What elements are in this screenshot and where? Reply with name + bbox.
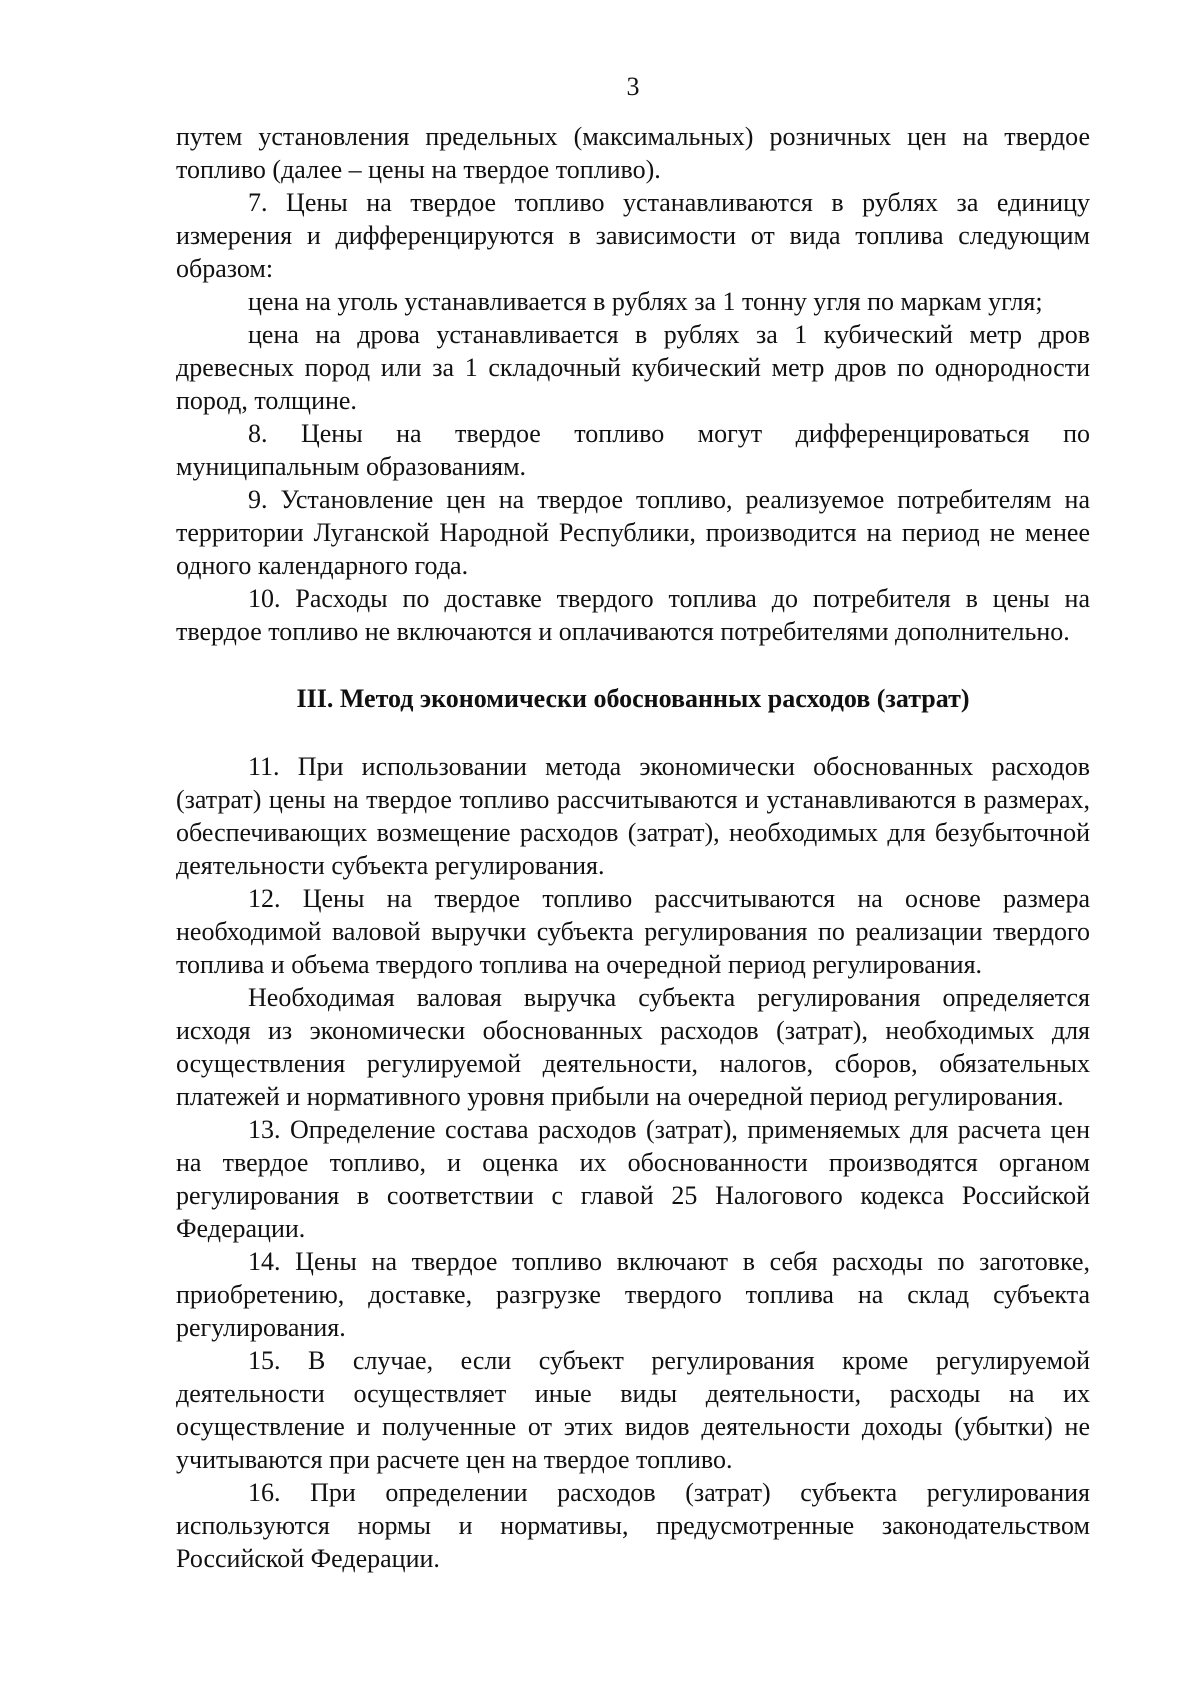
section-heading: III. Метод экономически обоснованных расходов (затрат) (296, 684, 970, 713)
paragraph: 9. Установление цен на твердое топливо, реализуемое потребителям на территории Луганской Народной Республики, производится на период не менее одного календарного года. (176, 485, 1090, 580)
page-number: 3 (626, 72, 640, 101)
paragraph: 10. Расходы по доставке твердого топлива до потребителя в цены на твердое топливо не включаются и оплачиваются потребителями дополнительно. (176, 584, 1090, 646)
paragraph: 11. При использовании метода экономически обоснованных расходов (затрат) цены на твердое топливо рассчитываются и устанавливаются в размерах, обеспечивающих возмещение расходов (затрат), необходимых для безубыточной деятельности субъекта регулирования. (176, 752, 1090, 880)
paragraphs-before-section (176, 120, 1090, 648)
paragraph: 7. Цены на твердое топливо устанавливаются в рублях за единицу измерения и дифференцируются в зависимости от вида топлива следующим образом: (176, 188, 1090, 283)
document-body (176, 120, 1090, 1575)
paragraph: 16. При определении расходов (затрат) субъекта регулирования используются нормы и нормативы, предусмотренные законодательством Российской Федерации. (176, 1478, 1090, 1573)
paragraph: Необходимая валовая выручка субъекта регулирования определяется исходя из экономически обоснованных расходов (затрат), необходимых для осуществления регулируемой деятельности, налогов, сборов, обязательных платежей и нормативного уровня прибыли на очередной период регулирования. (176, 983, 1090, 1111)
paragraph: цена на уголь устанавливается в рублях за 1 тонну угля по маркам угля; (248, 287, 1043, 316)
paragraph: 13. Определение состава расходов (затрат), применяемых для расчета цен на твердое топливо, и оценка их обоснованности производятся органом регулирования в соответствии с главой 25 Налогового кодекса Российской Федерации. (176, 1115, 1090, 1243)
paragraph: 12. Цены на твердое топливо рассчитываются на основе размера необходимой валовой выручки субъекта регулирования по реализации твердого топлива и объема твердого топлива на очередной период регулирования. (176, 884, 1090, 979)
paragraph: 8. Цены на твердое топливо могут дифференцироваться по муниципальным образованиям. (176, 419, 1090, 481)
paragraph: 15. В случае, если субъект регулирования кроме регулируемой деятельности осуществляет иные виды деятельности, расходы на их осуществление и полученные от этих видов деятельности доходы (убытки) не учитываются при расчете цен на твердое топливо. (176, 1346, 1090, 1474)
paragraph: цена на дрова устанавливается в рублях за 1 кубический метр дров древесных пород или за 1 складочный кубический метр дров по однородности пород, толщине. (176, 320, 1090, 415)
paragraph: путем установления предельных (максимальных) розничных цен на твердое топливо (далее – цены на твердое топливо). (176, 122, 1090, 184)
paragraphs-after-section (176, 750, 1090, 1575)
paragraph: 14. Цены на твердое топливо включают в себя расходы по заготовке, приобретению, доставке, разгрузке твердого топлива на склад субъекта регулирования. (176, 1247, 1090, 1342)
